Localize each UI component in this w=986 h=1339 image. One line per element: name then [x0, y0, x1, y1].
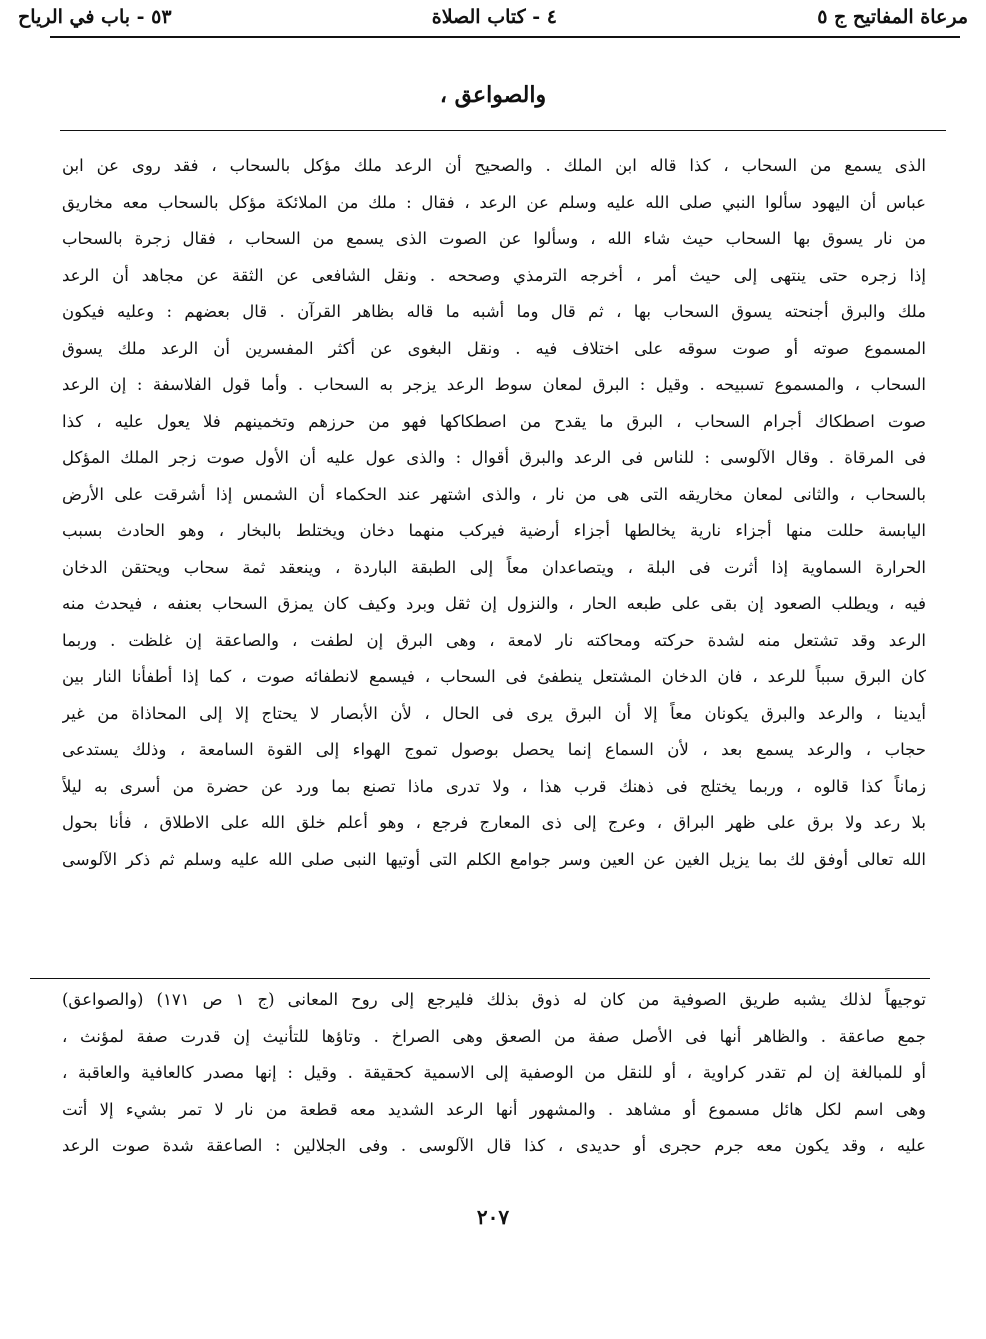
- text-line: صوت اصطكاك أجرام السحاب ، البرق ما يقدح من اصطكاكها فهو من حرزهم وتخمينهم فلا يعول عليه ، كذا: [62, 411, 926, 431]
- book-title: مرعاة المفاتيح ج ٥: [817, 6, 968, 28]
- text-line: بالسحاب ، والثانى لمعان مخاريقه التى هى من نار ، والذى اشتهر عند الحكماء أن الشمس إذا أشرقت على الأرض: [62, 484, 926, 504]
- text-line: الرعد وقد تشتعل منه لشدة حركته ومحاكته نار لامعة ، وهى البرق إن لطفت ، والصاعقة إن غلظت . وربما: [62, 630, 926, 650]
- text-line: زماناً كذا قالوه ، وربما يختلج فى ذهنك قرب هذا ، ولا تدرى ماذا تصنع بما ورد عن حضرة من أسرى به ليلاً: [62, 776, 926, 796]
- main-text: [62, 148, 926, 878]
- text-line: ملك والبرق أجنحته يسوق السحاب بها ، ثم قال وما أشبه ما قاله بظاهر القرآن . قال بعضهم : وعليه فيكون: [62, 302, 926, 321]
- text-line: السحاب ، والمسموع تسبيحه . وقيل : البرق لمعان سوط الرعد يزجر به السحاب . وأما قول الفلاسفة : إن الرعد: [62, 375, 926, 394]
- text-line: فيه ، ويطلب الصعود إن بقى على طبعه الحار ، والنزول إن ثقل وبرد وكيف كان يمزق السحاب بعنفه ، فيحدث منه: [62, 594, 926, 613]
- text-line: الذى يسمع من السحاب ، كذا قاله ابن الملك . والصحيح أن الرعد ملك مؤكل بالسحاب ، فقد روى عن ابن: [62, 156, 926, 175]
- text-line: توجيهاً لذلك يشبه طريق الصوفية من كان له ذوق بذلك فليرجع إلى روح المعانى (ج ١ ص ١٧١) (والصواعق): [62, 990, 926, 1009]
- footnote-divider: [30, 978, 930, 979]
- text-line: عباس أن اليهود سألوا النبي صلى الله عليه وسلم عن الرعد ، فقال : ملك من الملائكة مؤكل بالسحاب معه مخاريق: [62, 192, 926, 212]
- text-line: الحرارة السماوية إذا أثرت فى البلة ، ويتصاعدان معاً إلى الطبقة الباردة ، وينعقد ثمة سحاب ويحتقن الدخان: [62, 557, 926, 577]
- header-divider: [50, 36, 960, 38]
- text-line: عليه ، وقد يكون معه جرم حجرى أو حديدى ، كذا قال الآلوسى . وفى الجلالين : الصاعقة شدة صوت الرعد: [62, 1136, 926, 1155]
- running-header: [18, 2, 968, 32]
- text-line: فى المرقاة . وقال الآلوسى : للناس فى الرعد والبرق أقوال : والذى عول عليه أن الأول صوت زجر الملك المؤكل: [62, 448, 926, 467]
- section-name: ٥٣ - باب في الرياح: [18, 6, 172, 28]
- footnote-text: [62, 982, 926, 1165]
- text-line: اليابسة حللت منها أجزاء نارية يخالطها أجزاء أرضية فيركب منهما دخان ويختلط بالبخار ، وهو الحادث بسبب: [62, 521, 926, 540]
- text-line: المسموع صوته أو صوت سوقه على اختلاف فيه . ونقل البغوى عن أكثر المفسرين أن الرعد ملك يسوق: [62, 338, 926, 358]
- page-number: ٢٠٧: [476, 1205, 510, 1229]
- text-line: جمع صاعقة . والظاهر أنها فى الأصل صفة من الصعق وهى الصراخ . وتاؤها للتأنيث إن قدرت صفة لمؤنث ،: [62, 1026, 926, 1046]
- text-line: وهى اسم لكل هائل مسموع أو مشاهد . والمشهور أنها الرعد الشديد معه قطعة من نار لا تمر بشيء إلا أتت: [62, 1099, 926, 1119]
- text-line: إذا زجره حتى ينتهى إلى حيث أمر ، أخرجه الترمذي وصححه . ونقل الشافعى عن الثقة عن مجاهد أن الرعد: [62, 265, 926, 285]
- text-line: بلا رعد ولا برق على ظهر البراق ، وعرج إلى ذى المعارج فرجع ، وهو أعلم خلق الله على الاطلاق ، فأنا بحول: [62, 813, 926, 832]
- title-divider: [60, 130, 946, 131]
- text-line: الله تعالى أوفق لك بما يزيل الغين عن العين وسر جوامع الكلم التى أوتيها النبى صلى الله عليه وسلم ثم ذكر الآلوسى: [62, 849, 926, 869]
- text-line: أو للمبالغة إن لم تقدر كراوية ، أو للنقل من الوصفية إلى الاسمية كحقيقة . وقيل : إنها مصدر كالعافية والعاقبة ،: [62, 1063, 926, 1082]
- chapter-title: ٤ - كتاب الصلاة: [431, 6, 557, 28]
- text-line: من نار يسوق بها السحاب حيث شاء الله ، وسألوا عن الصوت الذى يسمع من السحاب ، فقال زجرة بالسحاب: [62, 229, 926, 248]
- text-line: أيدينا ، والرعد والبرق يكونان معاً إلا أن البرق يرى فى الحال ، لأن الأبصار لا يحتاج إلا إلى المحاذاة من غير: [62, 703, 926, 723]
- text-line: حجاب ، والرعد يسمع بعد ، لأن السماع إنما يحصل بوصول تموج الهواء إلى القوة السامعة ، وذلك يستدعى: [62, 740, 926, 759]
- section-title: والصواعق ،: [439, 82, 547, 108]
- text-line: كان البرق سبباً للرعد ، فان الدخان المشتعل ينطفئ فى السحاب ، فيسمع لانطفائه صوت ، كما إذا أطفأنا النار بين: [62, 667, 926, 686]
